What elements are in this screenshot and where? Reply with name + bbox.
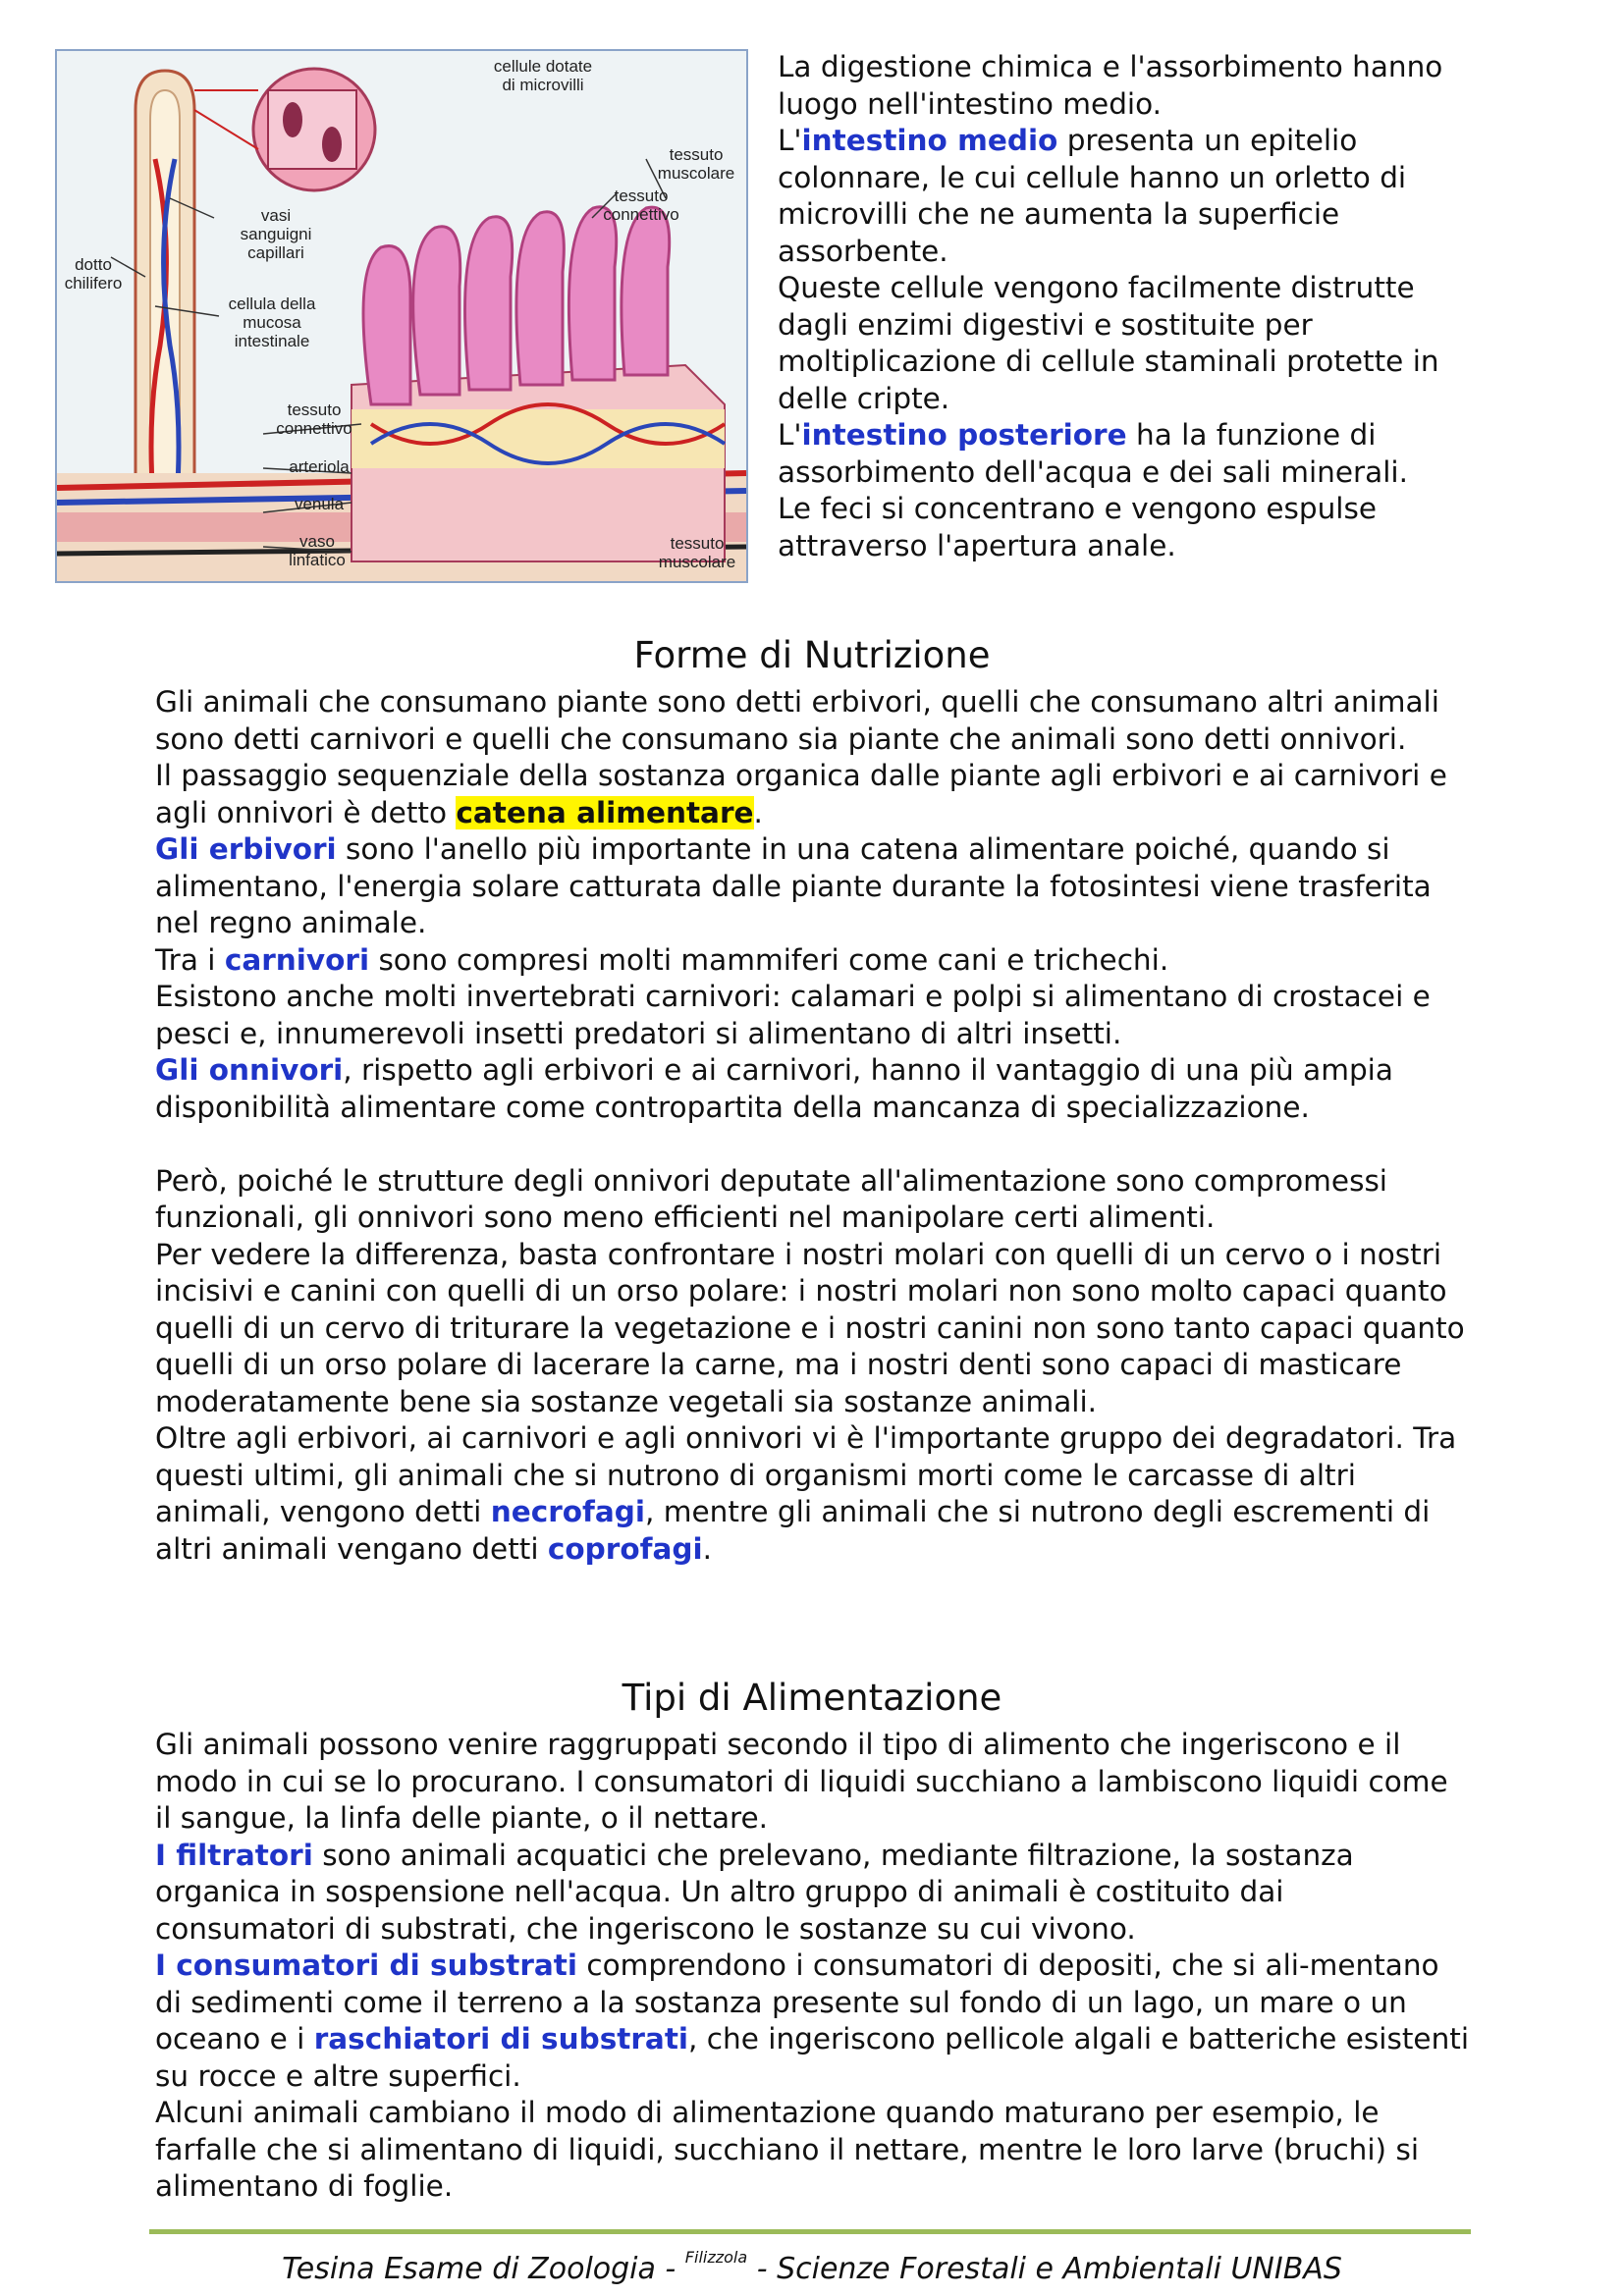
paragraph <box>155 684 1471 758</box>
s1-p9-mid: , mentre gli animali che si nutrono degli escrementi di altri animali vengano detti <box>155 1495 1431 1566</box>
s1-p5: Esistono anche molti invertebrati carnivori: calamari e polpi si alimentano di crostacei e pesci e, innumerevoli insetti predatori si alimentano di altri insetti. <box>155 980 1431 1050</box>
label-connective-tissue-bottom: tessuto connettivo <box>276 400 352 438</box>
s2-p1: Gli animali possono venire raggruppati secondo il tipo di alimento che ingeriscono e il modo in cui se lo procurano. I consumatori di liquidi succhiano a lambiscono liquidi come il sangue, la linfa delle piante, o il nettare. <box>155 1728 1448 1835</box>
footer-divider <box>149 2229 1471 2234</box>
s1-p4-pre: Tra i <box>155 942 225 977</box>
s1-p9-pre: Oltre agli erbivori, ai carnivori e agli onnivori vi è l'importante gruppo dei degradatori. Tra questi ultimi, gli animali che si nutrono di organismi morti come le carcasse di altri animali, vengono detti <box>155 1421 1457 1528</box>
paragraph <box>155 758 1471 831</box>
paragraph <box>155 1052 1471 1126</box>
footer-institution: - Scienze Forestali e Ambientali UNIBAS <box>747 2252 1342 2286</box>
s1-p2-post: . <box>753 795 763 829</box>
keyword-raschiatori-di-substrati: raschiatori di substrati <box>313 2022 689 2056</box>
label-microvilli-cells: cellule dotate di microvilli <box>493 57 593 94</box>
keyword-intestino-posteriore: intestino posteriore <box>801 418 1127 452</box>
keyword-i-filtratori: I filtratori <box>155 1838 313 1872</box>
intro-p1: La digestione chimica e l'assorbimento hanno luogo nell'intestino medio. <box>778 50 1443 121</box>
paragraph <box>155 979 1471 1052</box>
paragraph <box>155 1163 1471 1237</box>
keyword-consumatori-di-substrati: I consumatori di substrati <box>155 1949 578 1982</box>
paragraph <box>155 1237 1471 1421</box>
label-arteriole: arteriola <box>289 457 350 476</box>
intro-paragraph <box>778 491 1465 564</box>
s2-p2-post: sono animali acquatici che prelevano, mediante filtrazione, la sostanza organica in sospensione nell'acqua. Un altro gruppo di animali è costituito dai consumatori di substrati, che ingeriscono le sostanze su cui vivono. <box>155 1838 1354 1946</box>
s1-p8: Per vedere la differenza, basta confrontare i nostri molari con quelli di un cervo o i nostri incisivi e canini con quelli di un orso polare: i nostri molari non sono molto capaci quanto quelli di un cervo di triturare la vegetazione e i nostri canini non sono tanto capaci quanto quelli di un orso polare di lacerare la carne, ma i nostri denti sono capaci di masticare moderatamente bene sia sostanze vegetali sia sostanze animali. <box>155 1237 1465 1418</box>
keyword-necrofagi: necrofagi <box>490 1495 645 1528</box>
keyword-carnivori: carnivori <box>224 942 370 977</box>
section-title-forme-di-nutrizione: Forme di Nutrizione <box>633 634 991 676</box>
intro-paragraph <box>778 417 1465 491</box>
page-footer <box>0 2238 1624 2289</box>
intestinal-villi-illustration <box>55 49 748 583</box>
label-lymph-vessel: vaso linfatico <box>289 532 346 569</box>
label-venule: venula <box>294 495 345 513</box>
intro-p3: Queste cellule vengono facilmente distrutte dagli enzimi digestivi e sostituite per moltiplicazione di cellule staminali protette in delle cripte. <box>778 271 1439 415</box>
intro-p4-pre: L' <box>778 418 802 452</box>
footer-author: Filizzola <box>684 2248 748 2267</box>
paragraph <box>155 1727 1471 1838</box>
keyword-coprofagi: coprofagi <box>547 1531 703 1566</box>
label-muscle-tissue-bottom: tessuto muscolare <box>658 534 736 571</box>
s1-p3-post: sono l'anello più importante in una catena alimentare poiché, quando si alimentano, l'energia solare catturata dalle piante durante la fotosintesi viene trasferita nel regno animale. <box>155 832 1432 939</box>
section-forme-di-nutrizione <box>155 684 1471 1568</box>
intro-paragraph <box>778 123 1465 270</box>
paragraph <box>155 1948 1471 2095</box>
keyword-gli-onnivori: Gli onnivori <box>155 1053 344 1087</box>
paragraph-spacer <box>155 1126 1471 1163</box>
intro-paragraph <box>778 270 1465 417</box>
s2-p3-post: , che ingeriscono pellicole algali e batteriche esistenti su rocce e altre superfici. <box>155 2022 1470 2093</box>
s1-p6-post: , rispetto agli erbivori e ai carnivori, hanno il vantaggio di una più ampia disponibilità alimentare come contropartita della mancanza di specializzazione. <box>155 1053 1393 1124</box>
s1-p1: Gli animali che consumano piante sono detti erbivori, quelli che consumano altri animali sono detti carnivori e quelli che consumano sia piante che animali sono detti onnivori. <box>155 685 1439 756</box>
intro-p2-pre: L' <box>778 124 802 157</box>
intro-p4-post: ha la funzione di assorbimento dell'acqua e dei sali minerali. <box>778 418 1408 489</box>
paragraph <box>155 1420 1471 1568</box>
intro-paragraph <box>778 49 1465 123</box>
label-muscle-tissue-top: tessuto muscolare <box>657 145 735 183</box>
label-blood-vessels: vasi sanguigni capillari <box>240 206 312 262</box>
paragraph <box>155 831 1471 942</box>
intro-text <box>778 49 1465 564</box>
footer-course: Tesina Esame di Zoologia - <box>282 2252 685 2286</box>
s1-p7: Però, poiché le strutture degli onnivori deputate all'alimentazione sono compromessi funzionali, gli onnivori sono meno efficienti nel manipolare certi alimenti. <box>155 1163 1388 1234</box>
highlight-catena-alimentare: catena alimentare <box>456 795 754 829</box>
label-mucosa-cell: cellula della mucosa intestinale <box>228 294 316 350</box>
s2-p3-mid: comprendono i consumatori di depositi, che si ali-mentano di sedimenti come il terreno a la sostanza presente sul fondo di un lago, un mare o un oceano e i <box>155 1949 1439 2056</box>
intro-p5: Le feci si concentrano e vengono espulse attraverso l'apertura anale. <box>778 492 1378 562</box>
keyword-gli-erbivori: Gli erbivori <box>155 832 337 866</box>
villi-drawing <box>57 51 746 581</box>
label-connective-tissue-top: tessuto connettivo <box>603 187 679 224</box>
paragraph <box>155 1838 1471 1949</box>
paragraph <box>155 2095 1471 2206</box>
s1-p2-pre: Il passaggio sequenziale della sostanza organica dalle piante agli erbivori e ai carnivori e agli onnivori è detto <box>155 759 1447 829</box>
s1-p4-post: sono compresi molti mammiferi come cani e trichechi. <box>369 942 1169 977</box>
section-tipi-di-alimentazione <box>155 1727 1471 2206</box>
label-lacteal-duct: dotto chilifero <box>64 255 123 293</box>
s2-p4: Alcuni animali cambiano il modo di alimentazione quando maturano per esempio, le farfalle che si alimentano di liquidi, succhiano il nettare, mentre le loro larve (bruchi) si alimentano di foglie. <box>155 2096 1420 2203</box>
intro-p2-post: presenta un epitelio colonnare, le cui cellule hanno un orletto di microvilli che ne aumenta la superficie assorbente. <box>778 124 1407 268</box>
s1-p9-post: . <box>702 1531 712 1566</box>
paragraph <box>155 942 1471 980</box>
section-title-tipi-di-alimentazione: Tipi di Alimentazione <box>622 1677 1002 1719</box>
keyword-intestino-medio: intestino medio <box>801 124 1058 157</box>
